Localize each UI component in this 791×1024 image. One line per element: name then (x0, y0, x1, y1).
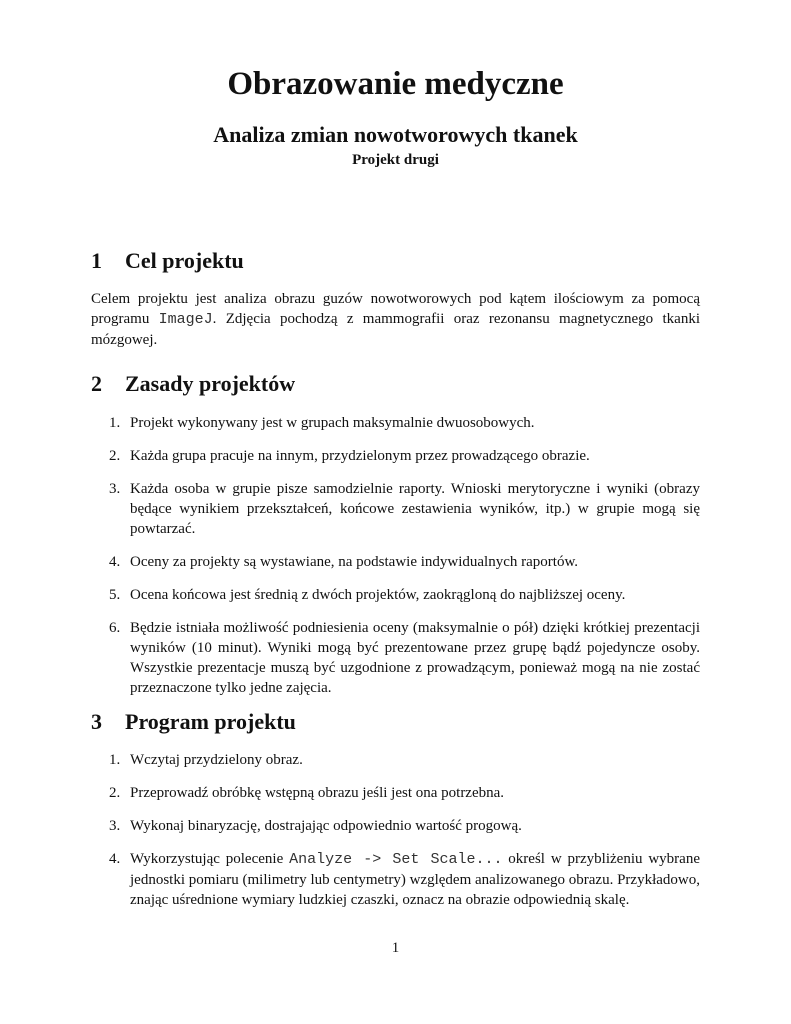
list-item-text: Każda osoba w grupie pisze samodzielnie raporty. Wnioski merytoryczne i wyniki (obrazy będące wynikiem przekształceń, końcowe zestawienia wyników, itp.) w grupie mogą się powtarzać. (130, 481, 700, 537)
list-item-text: Projekt wykonywany jest w grupach maksymalnie dwuosobowych. (130, 415, 535, 431)
list-index: 3. (109, 818, 121, 834)
section-heading-3 (91, 709, 296, 735)
section-title: Program projektu (125, 709, 296, 734)
list-index: 2. (109, 448, 121, 464)
list-item (109, 618, 700, 698)
list-item (109, 750, 700, 770)
section-number: 3 (91, 709, 102, 734)
list-item-text-part: Wykorzystując polecenie (130, 851, 290, 867)
list-item (109, 849, 700, 910)
document-subtitle: Analiza zmian nowotworowych tkanek (213, 122, 578, 147)
list-index: 6. (109, 620, 121, 636)
section-heading-1 (91, 248, 244, 274)
list-item-text: Każda grupa pracuje na innym, przydzielonym przez prowadzącego obrazie. (130, 448, 590, 464)
list-index: 4. (109, 851, 121, 867)
list-item-text: Wykonaj binaryzację, dostrajając odpowiednio wartość progową. (130, 818, 522, 834)
list-item-text: Oceny za projekty są wystawiane, na podstawie indywidualnych raportów. (130, 554, 579, 570)
section-number: 2 (91, 371, 102, 396)
section-number: 1 (91, 248, 102, 273)
program-list (109, 750, 700, 923)
list-index: 1. (109, 415, 121, 431)
section-heading-2 (91, 371, 295, 397)
list-item-text: Ocena końcowa jest średnią z dwóch projektów, zaokrągloną do najbliższej oceny. (130, 587, 626, 603)
list-item-text: Będzie istniała możliwość podniesienia oceny (maksymalnie o pół) dzięki krótkiej prezentacji wyników (10 minut). Wyniki mogą być prezentowane przez grupę bądź pojedyncze osoby. Wszystkie prezentacje muszą być uzgodnione z prowadzącym, ponieważ mogą na nie zostać przeznaczone tylko jedne zajęcia. (130, 620, 700, 696)
rules-list (109, 413, 700, 711)
list-index: 1. (109, 752, 121, 768)
list-index: 3. (109, 481, 121, 497)
document-title: Obrazowanie medyczne (227, 66, 564, 102)
list-item-text-part: określ w przybliżeniu wybrane jednostki pomiaru (milimetry lub centymetry) względem analizowanego obrazu. Przykładowo, znając uśrednione wymiary ludzkiej czaszki, oznacz na obrazie odpowiednią skalę. (130, 851, 700, 908)
list-item (109, 816, 700, 836)
list-index: 5. (109, 587, 121, 603)
list-item-text: Wczytaj przydzielony obraz. (130, 752, 303, 768)
paragraph-text: Celem projektu jest analiza obrazu guzów nowotworowych pod kątem ilościowym za pomocą programu (91, 291, 700, 327)
list-item (109, 585, 700, 605)
section-title: Zasady projektów (125, 371, 296, 396)
paragraph-text: . Zdjęcia pochodzą z mammografii oraz rezonansu magnetycznego tkanki mózgowej. (91, 311, 700, 348)
section-1-paragraph (91, 289, 700, 350)
list-item (109, 552, 700, 572)
inline-code: Analyze -> Set Scale... (289, 851, 503, 868)
list-item-text: Przeprowadź obróbkę wstępną obrazu jeśli jest ona potrzebna. (130, 785, 505, 801)
list-item-text (130, 851, 700, 908)
list-item (109, 446, 700, 466)
list-item (109, 413, 700, 433)
page-number: 1 (391, 940, 400, 956)
list-item (109, 479, 700, 539)
section-title: Cel projektu (125, 248, 244, 273)
list-index: 4. (109, 554, 121, 570)
inline-code: ImageJ (158, 311, 213, 328)
document-subsubtitle: Projekt drugi (352, 152, 439, 168)
list-index: 2. (109, 785, 121, 801)
list-item (109, 783, 700, 803)
